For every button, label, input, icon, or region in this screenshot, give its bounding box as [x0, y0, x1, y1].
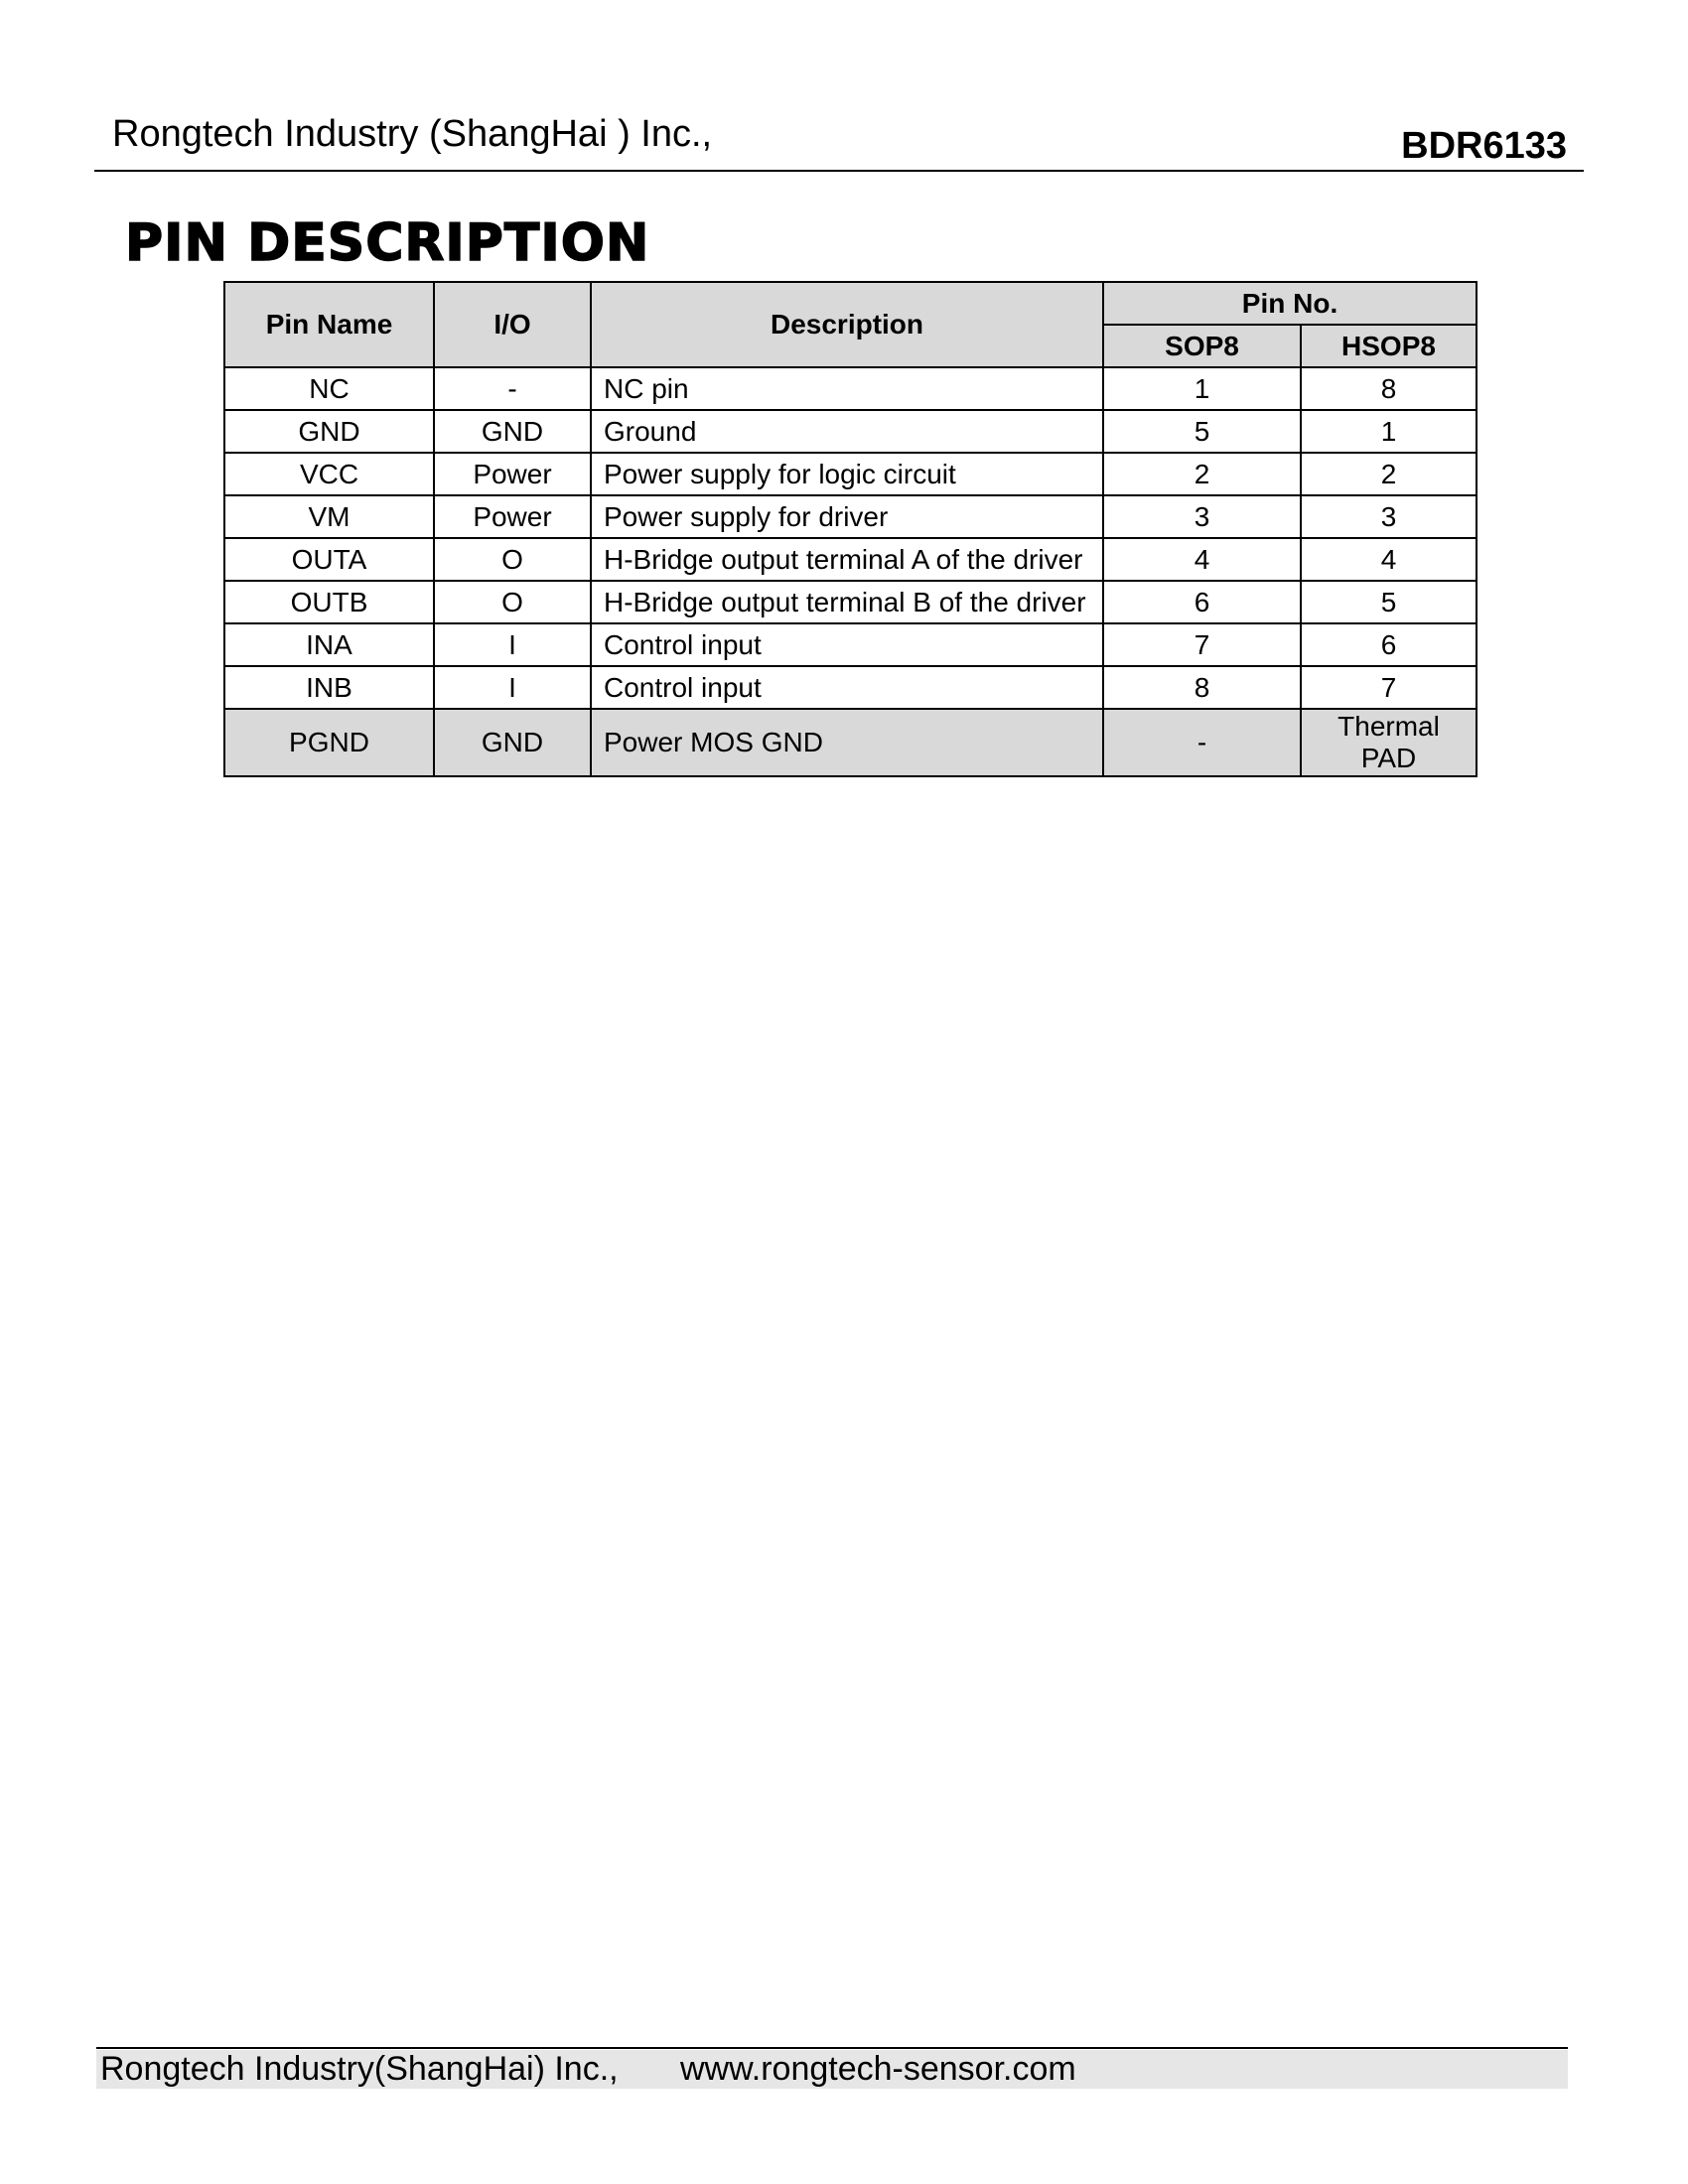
cell-io: Power [434, 495, 591, 538]
table-row [224, 410, 1477, 453]
cell-description: Control input [591, 666, 1103, 709]
table-row [224, 453, 1477, 495]
table-row [224, 538, 1477, 581]
cell-hsop8: 6 [1301, 623, 1477, 666]
cell-pin-name: VCC [224, 453, 434, 495]
footer-website-link[interactable]: www.rongtech-sensor.com [680, 2050, 1076, 2088]
cell-hsop8: 4 [1301, 538, 1477, 581]
header-pin-no: Pin No. [1103, 282, 1477, 325]
cell-sop8: 7 [1103, 623, 1301, 666]
cell-hsop8 [1301, 709, 1477, 776]
cell-sop8: 8 [1103, 666, 1301, 709]
cell-pin-name: INA [224, 623, 434, 666]
cell-io: O [434, 538, 591, 581]
cell-description: Power MOS GND [591, 709, 1103, 776]
cell-sop8: 6 [1103, 581, 1301, 623]
table-row [224, 581, 1477, 623]
cell-io: I [434, 623, 591, 666]
cell-sop8: 1 [1103, 367, 1301, 410]
cell-sop8: 2 [1103, 453, 1301, 495]
header-company-name: Rongtech Industry (ShangHai ) Inc., [112, 113, 713, 155]
cell-pin-name: OUTB [224, 581, 434, 623]
cell-io: Power [434, 453, 591, 495]
cell-sop8: 4 [1103, 538, 1301, 581]
table-row [224, 709, 1477, 776]
cell-description: Power supply for logic circuit [591, 453, 1103, 495]
header-pin-name: Pin Name [224, 282, 434, 367]
cell-description: H-Bridge output terminal A of the driver [591, 538, 1103, 581]
cell-sop8: 3 [1103, 495, 1301, 538]
cell-hsop8: 5 [1301, 581, 1477, 623]
header-sop8: SOP8 [1103, 325, 1301, 367]
cell-hsop8: 3 [1301, 495, 1477, 538]
cell-pin-name: PGND [224, 709, 434, 776]
header-part-number: BDR6133 [1401, 125, 1567, 167]
header-io: I/O [434, 282, 591, 367]
cell-sop8: - [1103, 709, 1301, 776]
cell-io: GND [434, 410, 591, 453]
cell-io: I [434, 666, 591, 709]
header-divider [94, 170, 1584, 172]
table-row [224, 495, 1477, 538]
header-description: Description [591, 282, 1103, 367]
cell-pin-name: GND [224, 410, 434, 453]
cell-sop8: 5 [1103, 410, 1301, 453]
cell-description: Power supply for driver [591, 495, 1103, 538]
cell-pin-name: VM [224, 495, 434, 538]
cell-pin-name: NC [224, 367, 434, 410]
cell-hsop8: 8 [1301, 367, 1477, 410]
cell-description: Control input [591, 623, 1103, 666]
cell-io: O [434, 581, 591, 623]
cell-hsop8-line2: PAD [1360, 743, 1417, 773]
cell-io: GND [434, 709, 591, 776]
section-title: PIN DESCRIPTION [125, 213, 650, 273]
cell-io: - [434, 367, 591, 410]
table-row [224, 666, 1477, 709]
pin-description-table [223, 281, 1477, 777]
cell-pin-name: INB [224, 666, 434, 709]
cell-hsop8: 2 [1301, 453, 1477, 495]
cell-hsop8: 7 [1301, 666, 1477, 709]
cell-hsop8: 1 [1301, 410, 1477, 453]
cell-hsop8-line1: Thermal [1337, 711, 1440, 742]
header-hsop8: HSOP8 [1301, 325, 1477, 367]
cell-pin-name: OUTA [224, 538, 434, 581]
cell-description: H-Bridge output terminal B of the driver [591, 581, 1103, 623]
cell-description: NC pin [591, 367, 1103, 410]
cell-description: Ground [591, 410, 1103, 453]
table-row [224, 367, 1477, 410]
table-row [224, 623, 1477, 666]
footer-company-name: Rongtech Industry(ShangHai) Inc., [100, 2050, 619, 2088]
